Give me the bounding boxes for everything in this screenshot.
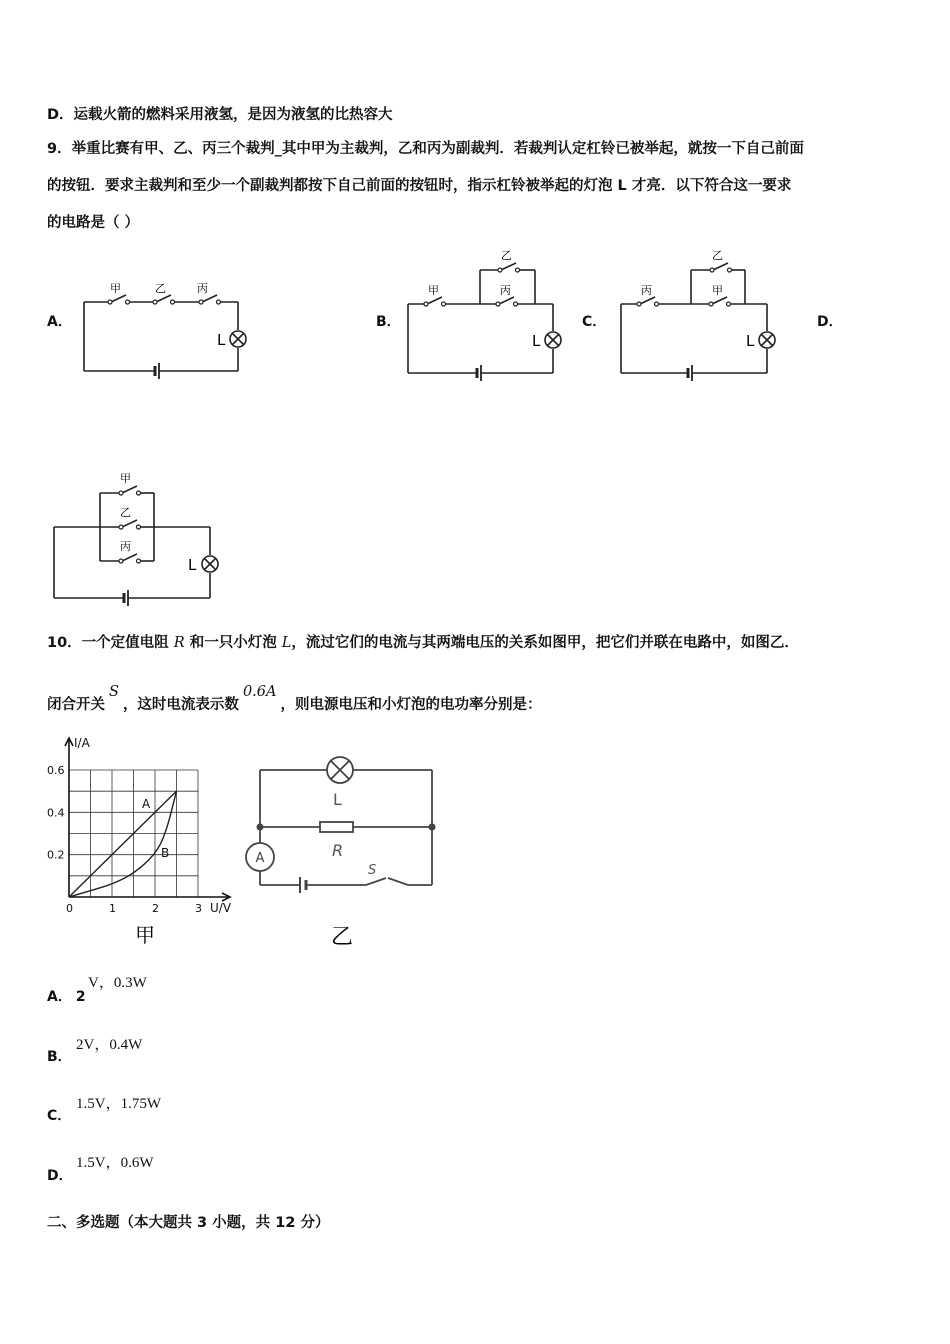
q9-text-line1: 9．举重比赛有甲、乙、丙三个裁判_其中甲为主裁判，乙和丙为副裁判．若裁判认定杠铃已被举起，就按一下自己前面	[47, 141, 804, 157]
parallel-circuit-diagram	[240, 752, 450, 952]
circuit-b-diagram	[404, 248, 574, 380]
svg-text:丙: 丙	[641, 284, 652, 297]
graph-caption: 甲	[135, 923, 155, 947]
switch-label-jia: 甲	[110, 282, 121, 295]
series-a-label: A	[142, 797, 151, 811]
svg-text:乙: 乙	[501, 249, 512, 262]
q10-option-c-label: C．	[47, 1108, 72, 1124]
svg-text:丙: 丙	[120, 540, 131, 553]
q10-text-line1: 10．一个定值电阻 R 和一只小灯泡 L，流过它们的电流与其两端电压的关系如图甲，把它们并联在电路中，如图乙．	[47, 635, 799, 651]
q10-text-line2: 闭合开关S，这时电流表示数0.6A，则电源电压和小灯泡的电功率分别是：	[47, 684, 542, 713]
svg-text:丙: 丙	[500, 284, 511, 297]
circuit-d-diagram	[50, 468, 222, 608]
q10-option-b-label: B．	[47, 1049, 72, 1065]
circuit-caption: 乙	[330, 925, 354, 950]
q10-option-c-value: 1.5V，1.75W	[76, 1096, 161, 1112]
lamp-label: L	[217, 331, 226, 349]
q10-option-d-value: 1.5V，0.6W	[76, 1155, 154, 1171]
q10-option-a: A． 2	[47, 989, 86, 1005]
q9-text-line3: 的电路是（ ）	[47, 215, 140, 231]
circuit-lamp-label: L	[333, 790, 342, 809]
x-tick-label: 2	[152, 902, 159, 915]
series-b-label: B	[161, 846, 170, 860]
svg-text:L: L	[188, 556, 197, 574]
q9-option-c-label: C．	[582, 314, 607, 330]
y-axis-label: I/A	[74, 736, 90, 750]
y-tick-label: 0.6	[47, 764, 65, 777]
x-tick-label: 1	[109, 902, 116, 915]
switch-label-yi: 乙	[155, 282, 166, 295]
section-2-heading: 二、多选题（本大题共 3 小题，共 12 分）	[47, 1215, 330, 1231]
iu-graph	[40, 730, 250, 950]
q9-option-b-label: B．	[376, 314, 401, 330]
svg-text:甲: 甲	[120, 472, 131, 485]
svg-text:乙: 乙	[712, 249, 723, 262]
svg-text:L: L	[532, 332, 541, 350]
q9-option-d-label: D．	[817, 314, 843, 330]
ammeter-label: A	[255, 851, 265, 866]
svg-text:乙: 乙	[120, 506, 131, 519]
svg-text:L: L	[746, 332, 755, 350]
svg-text:甲: 甲	[428, 284, 439, 297]
circuit-a-diagram	[80, 280, 255, 380]
x-tick-label: 3	[195, 902, 202, 915]
q9-text-line2: 的按钮．要求主裁判和至少一个副裁判都按下自己前面的按钮时，指示杠铃被举起的灯泡 L 才亮．以下符合这一要求	[47, 178, 792, 194]
x-axis-label: U/V	[210, 901, 232, 915]
switch-label-bing: 丙	[197, 282, 208, 295]
circuit-c-diagram	[617, 248, 787, 380]
q9-option-a-label: A．	[47, 314, 72, 330]
y-tick-label: 0.2	[47, 848, 65, 862]
circuit-resistor-label: R	[332, 841, 344, 860]
q10-option-a-value: V，0.3W	[88, 975, 147, 991]
circuit-switch-label: S	[368, 863, 377, 878]
q10-option-d-label: D．	[47, 1168, 73, 1184]
y-tick-label: 0.4	[47, 806, 65, 820]
svg-text:甲: 甲	[712, 284, 723, 297]
x-tick-label: 0	[66, 902, 73, 915]
q10-option-b-value: 2V，0.4W	[76, 1037, 143, 1053]
q8-option-d: D．运载火箭的燃料采用液氢，是因为液氢的比热容大	[47, 107, 393, 123]
